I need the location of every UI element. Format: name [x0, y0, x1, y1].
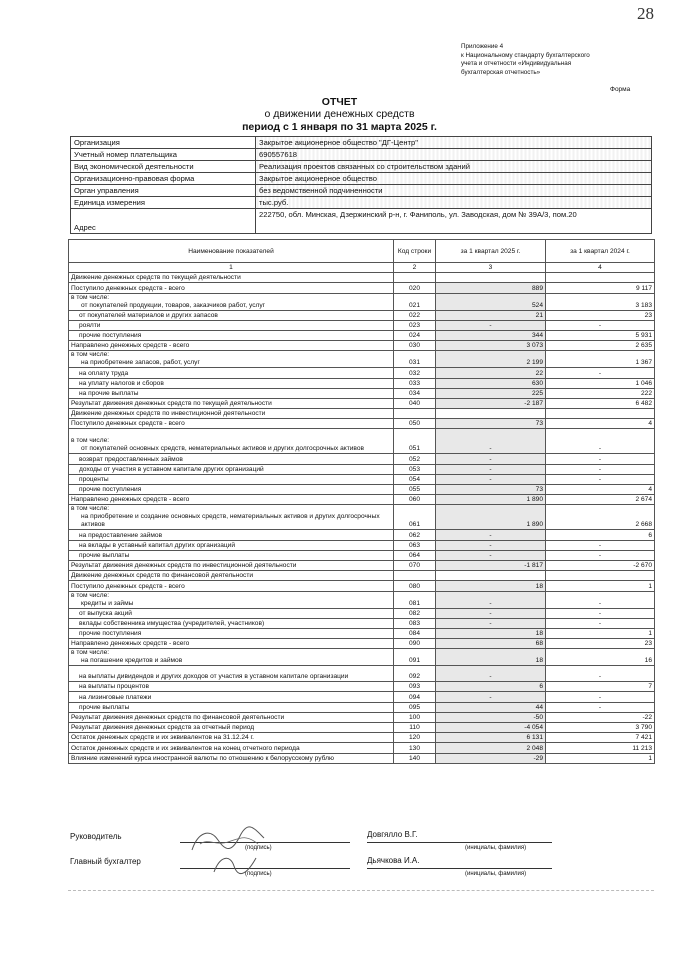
- org-row: [71, 173, 652, 185]
- table-number-row: [69, 263, 655, 273]
- row-name: [69, 429, 394, 454]
- head-name-hint: (инициалы, фамилия): [465, 845, 527, 851]
- table-row: [69, 429, 655, 454]
- row-value-2024: 3 183: [546, 293, 655, 310]
- head-name: Довгялло В.Г.: [367, 830, 418, 839]
- appendix-line: бухгалтерская отчетность»: [461, 68, 541, 76]
- row-value-2025: -: [436, 530, 546, 540]
- row-name: Движение денежных средств по текущей деятельности: [69, 273, 394, 283]
- section-header-row: [69, 409, 655, 419]
- form-label: Форма: [610, 86, 631, 93]
- row-value-2024: -: [546, 608, 655, 618]
- row-code: 024: [394, 330, 436, 340]
- table-row: [69, 550, 655, 560]
- chief-accountant-label: Главный бухгалтер: [70, 857, 141, 866]
- col-num: 1: [69, 263, 394, 273]
- row-value-2025: 73: [436, 419, 546, 429]
- row-name: Результат движения денежных средств по текущей деятельности: [69, 398, 394, 408]
- row-value-2025: -: [436, 429, 546, 454]
- table-row: [69, 485, 655, 495]
- org-key: Учетный номер плательщика: [71, 149, 256, 161]
- row-value-2024: 7 421: [546, 733, 655, 743]
- row-value-2025: 21: [436, 310, 546, 320]
- row-value-2025: 225: [436, 388, 546, 398]
- row-value-2024: -: [546, 618, 655, 628]
- row-code: 021: [394, 293, 436, 310]
- row-name: Движение денежных средств по финансовой деятельности: [69, 571, 394, 581]
- row-value-2024: -: [546, 474, 655, 484]
- row-value-2024: 1: [546, 753, 655, 763]
- row-value-2025: 22: [436, 368, 546, 378]
- appendix-line: Приложение 4: [461, 43, 504, 50]
- row-name: на лизинговые платежи: [69, 692, 394, 702]
- row-code: 033: [394, 378, 436, 388]
- row-name: проценты: [69, 474, 394, 484]
- row-name-prefix: в том числе:: [71, 591, 110, 599]
- chief-name-hint: (инициалы, фамилия): [465, 871, 527, 877]
- row-name: Направлено денежных средств - всего: [69, 639, 394, 649]
- row-value-2025: -: [436, 320, 546, 330]
- row-name: [69, 649, 394, 666]
- table-row: [69, 591, 655, 608]
- row-name: роялти: [69, 320, 394, 330]
- row-name: Результат движения денежных средств за отчетный период: [69, 723, 394, 733]
- org-value: Закрытое акционерное общество "ДГ-Центр": [256, 137, 652, 149]
- row-value-2025: 68: [436, 639, 546, 649]
- org-key: Орган управления: [71, 185, 256, 197]
- row-value-2024: 1 367: [546, 351, 655, 368]
- row-code: 051: [394, 429, 436, 454]
- row-code: 060: [394, 495, 436, 505]
- page-number: 28: [637, 4, 654, 23]
- row-value-2024: 7: [546, 682, 655, 692]
- table-row: [69, 702, 655, 712]
- row-value-2025: -: [436, 692, 546, 702]
- row-code: 050: [394, 419, 436, 429]
- row-name-item: на приобретение и создание основных средств, нематериальных активов и других долгосрочных активов: [81, 513, 380, 529]
- row-name: на оплату труда: [69, 368, 394, 378]
- row-name: Результат движения денежных средств по финансовой деятельности: [69, 712, 394, 722]
- row-value-2025: -29: [436, 753, 546, 763]
- header-name: Наименование показателей: [69, 240, 394, 263]
- table-row: [69, 581, 655, 591]
- row-value-2025: 18: [436, 628, 546, 638]
- table-row: [69, 618, 655, 628]
- report-period: период с 1 января по 31 марта 2025 г.: [242, 121, 437, 133]
- header-2025: за 1 квартал 2025 г.: [436, 240, 546, 263]
- row-code: 091: [394, 649, 436, 666]
- row-value-2025: -: [436, 618, 546, 628]
- table-row: [69, 351, 655, 368]
- row-value-2024: 2 668: [546, 505, 655, 530]
- row-value-2025: -4 054: [436, 723, 546, 733]
- row-code: 031: [394, 351, 436, 368]
- row-code: 055: [394, 485, 436, 495]
- row-value-2025: 18: [436, 581, 546, 591]
- report-title: ОТЧЕТ: [321, 96, 358, 108]
- org-value: 690557618: [256, 149, 652, 161]
- table-row: [69, 283, 655, 293]
- row-name: доходы от участия в уставном капитале других организаций: [69, 464, 394, 474]
- row-code: 020: [394, 283, 436, 293]
- row-value-2024: 222: [546, 388, 655, 398]
- row-code: 064: [394, 550, 436, 560]
- cash-flow-table: [68, 239, 655, 764]
- row-value-2025: -50: [436, 712, 546, 722]
- row-name: Направлено денежных средств - всего: [69, 341, 394, 351]
- table-row: [69, 682, 655, 692]
- section-header-row: [69, 571, 655, 581]
- row-name: на предоставление займов: [69, 530, 394, 540]
- row-code: 094: [394, 692, 436, 702]
- row-code: 120: [394, 733, 436, 743]
- org-value: Закрытое акционерное общество: [256, 173, 652, 185]
- row-name: прочие выплаты: [69, 702, 394, 712]
- row-code: 061: [394, 505, 436, 530]
- row-value-2024: -: [546, 692, 655, 702]
- row-code: [394, 571, 436, 581]
- org-value: без ведомственной подчиненности: [256, 185, 652, 197]
- row-name: [69, 505, 394, 530]
- table-row: [69, 419, 655, 429]
- row-name: [69, 351, 394, 368]
- row-name: Направлено денежных средств - всего: [69, 495, 394, 505]
- table-row: [69, 388, 655, 398]
- head-name-line: [367, 842, 552, 843]
- row-code: 062: [394, 530, 436, 540]
- org-row: [71, 197, 652, 209]
- row-code: 052: [394, 454, 436, 464]
- row-name: на выплаты дивидендов и других доходов от участия в уставном капитале организации: [69, 666, 394, 682]
- org-row: [71, 185, 652, 197]
- appendix-note: [461, 43, 590, 77]
- row-value-2025: -: [436, 540, 546, 550]
- row-name: Поступило денежных средств - всего: [69, 283, 394, 293]
- table-row: [69, 368, 655, 378]
- chief-name-line: [367, 868, 552, 869]
- table-row: [69, 398, 655, 408]
- row-value-2024: 5 931: [546, 330, 655, 340]
- org-row: [71, 149, 652, 161]
- row-code: 084: [394, 628, 436, 638]
- row-name: прочие поступления: [69, 485, 394, 495]
- row-value-2025: -2 187: [436, 398, 546, 408]
- row-value-2024: [546, 409, 655, 419]
- row-value-2025: 630: [436, 378, 546, 388]
- row-name-prefix: в том числе:: [71, 293, 110, 301]
- row-value-2024: 2 674: [546, 495, 655, 505]
- appendix-line: к Национальному стандарту бухгалтерского: [461, 51, 590, 59]
- row-code: 092: [394, 666, 436, 682]
- row-value-2024: 9 117: [546, 283, 655, 293]
- row-value-2025: -: [436, 608, 546, 618]
- row-value-2025: [436, 571, 546, 581]
- table-row: [69, 464, 655, 474]
- table-row: [69, 753, 655, 763]
- col-num: 2: [394, 263, 436, 273]
- table-header-row: [69, 240, 655, 263]
- row-name-item: кредиты и займы: [81, 599, 134, 607]
- table-row: [69, 320, 655, 330]
- org-row: [71, 161, 652, 173]
- section-header-row: [69, 273, 655, 283]
- row-name-prefix: в том числе:: [71, 351, 110, 359]
- chief-accountant-name: Дьячкова И.А.: [367, 856, 420, 865]
- row-name: Остаток денежных средств и их эквивалентов на конец отчетного периода: [69, 743, 394, 753]
- table-row: [69, 743, 655, 753]
- row-code: 022: [394, 310, 436, 320]
- row-value-2025: 2 199: [436, 351, 546, 368]
- row-code: [394, 409, 436, 419]
- row-value-2025: 2 048: [436, 743, 546, 753]
- table-row: [69, 454, 655, 464]
- row-name: [69, 293, 394, 310]
- row-name: на прочие выплаты: [69, 388, 394, 398]
- row-code: 034: [394, 388, 436, 398]
- header-2024: за 1 квартал 2024 г.: [546, 240, 655, 263]
- row-value-2024: 4: [546, 485, 655, 495]
- org-key: Вид экономической деятельности: [71, 161, 256, 173]
- chief-sign-line: [180, 868, 350, 869]
- row-name: прочие выплаты: [69, 550, 394, 560]
- row-name: Движение денежных средств по инвестиционной деятельности: [69, 409, 394, 419]
- head-sign-hint: (подпись): [245, 845, 272, 851]
- table-row: [69, 474, 655, 484]
- row-code: 100: [394, 712, 436, 722]
- row-name: прочие поступления: [69, 628, 394, 638]
- table-row: [69, 666, 655, 682]
- row-value-2025: 1 890: [436, 505, 546, 530]
- row-value-2024: 16: [546, 649, 655, 666]
- table-row: [69, 310, 655, 320]
- row-name: Остаток денежных средств и их эквивалентов на 31.12.24 г.: [69, 733, 394, 743]
- row-name: Результат движения денежных средств по инвестиционной деятельности: [69, 560, 394, 570]
- row-value-2025: -: [436, 464, 546, 474]
- row-code: 090: [394, 639, 436, 649]
- row-value-2025: 3 073: [436, 341, 546, 351]
- row-value-2024: -: [546, 702, 655, 712]
- org-key: Организация: [71, 137, 256, 149]
- row-value-2024: 6 482: [546, 398, 655, 408]
- org-key: Единица измерения: [71, 197, 256, 209]
- row-value-2024: 4: [546, 419, 655, 429]
- row-value-2024: 2 635: [546, 341, 655, 351]
- row-value-2025: [436, 409, 546, 419]
- row-value-2024: -: [546, 454, 655, 464]
- row-value-2025: 6 131: [436, 733, 546, 743]
- row-value-2024: -: [546, 429, 655, 454]
- row-code: 053: [394, 464, 436, 474]
- table-row: [69, 692, 655, 702]
- org-key: Адрес: [71, 209, 256, 234]
- head-label: Руководитель: [70, 832, 122, 841]
- row-name-prefix: в том числе:: [71, 505, 110, 513]
- row-name-prefix: в том числе:: [71, 649, 110, 657]
- row-name: Поступило денежных средств - всего: [69, 581, 394, 591]
- table-row: [69, 733, 655, 743]
- row-code: 095: [394, 702, 436, 712]
- row-code: 063: [394, 540, 436, 550]
- row-name-prefix: в том числе:: [71, 437, 110, 445]
- table-row: [69, 505, 655, 530]
- row-value-2025: -: [436, 666, 546, 682]
- org-value: Реализация проектов связанных со строительством зданий: [256, 161, 652, 173]
- row-name-item: на погашение кредитов и займов: [81, 657, 183, 665]
- row-value-2024: -: [546, 666, 655, 682]
- row-name: прочие поступления: [69, 330, 394, 340]
- table-row: [69, 540, 655, 550]
- row-value-2025: -: [436, 474, 546, 484]
- row-value-2025: -1 817: [436, 560, 546, 570]
- table-row: [69, 712, 655, 722]
- row-value-2024: [546, 571, 655, 581]
- row-value-2024: -2 670: [546, 560, 655, 570]
- row-code: 110: [394, 723, 436, 733]
- table-row: [69, 293, 655, 310]
- row-value-2024: -: [546, 591, 655, 608]
- row-code: 083: [394, 618, 436, 628]
- row-value-2024: 1 046: [546, 378, 655, 388]
- row-name-item: от покупателей продукции, товаров, заказчиков работ, услуг: [81, 301, 266, 309]
- row-name: возврат предоставленных займов: [69, 454, 394, 464]
- org-value: 222750, обл. Минская, Дзержинский р-н, г. Фаниполь, ул. Заводская, дом № 39А/3, пом.20: [256, 209, 652, 234]
- table-row: [69, 495, 655, 505]
- row-value-2024: -: [546, 320, 655, 330]
- org-key: Организационно-правовая форма: [71, 173, 256, 185]
- chief-sign-hint: (подпись): [245, 871, 272, 877]
- row-name: от покупателей материалов и других запасов: [69, 310, 394, 320]
- row-name: на вклады в уставный капитал других организаций: [69, 540, 394, 550]
- row-value-2025: 889: [436, 283, 546, 293]
- table-row: [69, 341, 655, 351]
- row-code: 082: [394, 608, 436, 618]
- row-value-2025: 18: [436, 649, 546, 666]
- row-value-2024: 6: [546, 530, 655, 540]
- row-value-2024: [546, 273, 655, 283]
- table-row: [69, 639, 655, 649]
- row-value-2025: 1 890: [436, 495, 546, 505]
- row-code: 130: [394, 743, 436, 753]
- row-name: Поступило денежных средств - всего: [69, 419, 394, 429]
- row-value-2024: -: [546, 550, 655, 560]
- row-code: 023: [394, 320, 436, 330]
- row-code: 093: [394, 682, 436, 692]
- row-value-2024: 23: [546, 310, 655, 320]
- appendix-line: учета и отчетности «Индивидуальная: [461, 60, 572, 68]
- row-name-item: от покупателей основных средств, нематериальных активов и других долгосрочных активов: [81, 445, 365, 453]
- table-row: [69, 330, 655, 340]
- table-row: [69, 608, 655, 618]
- table-row: [69, 628, 655, 638]
- row-name: на выплаты процентов: [69, 682, 394, 692]
- row-code: 080: [394, 581, 436, 591]
- row-name: от выпуска акций: [69, 608, 394, 618]
- org-row: [71, 137, 652, 149]
- scan-edge-line: [68, 890, 654, 891]
- row-value-2024: 1: [546, 581, 655, 591]
- table-row: [69, 723, 655, 733]
- row-value-2025: 44: [436, 702, 546, 712]
- row-value-2025: -: [436, 591, 546, 608]
- row-value-2024: 23: [546, 639, 655, 649]
- report-subtitle: о движении денежных средств: [264, 108, 415, 120]
- table-row: [69, 560, 655, 570]
- row-value-2025: [436, 273, 546, 283]
- col-num: 3: [436, 263, 546, 273]
- org-value: тыс.руб.: [256, 197, 652, 209]
- row-name: на уплату налогов и сборов: [69, 378, 394, 388]
- row-value-2025: -: [436, 454, 546, 464]
- table-row: [69, 378, 655, 388]
- row-value-2025: 73: [436, 485, 546, 495]
- row-value-2024: -: [546, 368, 655, 378]
- header-code: Код строки: [394, 240, 436, 263]
- row-name: Влияние изменений курса иностранной валюты по отношению к белорусскому рублю: [69, 753, 394, 763]
- row-code: [394, 273, 436, 283]
- row-value-2025: 6: [436, 682, 546, 692]
- row-code: 070: [394, 560, 436, 570]
- row-value-2025: 524: [436, 293, 546, 310]
- org-row: [71, 209, 652, 234]
- row-code: 040: [394, 398, 436, 408]
- row-value-2025: -: [436, 550, 546, 560]
- row-code: 054: [394, 474, 436, 484]
- row-value-2024: 11 213: [546, 743, 655, 753]
- table-row: [69, 530, 655, 540]
- row-value-2024: 1: [546, 628, 655, 638]
- organization-info-table: [70, 136, 652, 234]
- row-value-2024: 3 790: [546, 723, 655, 733]
- row-name-item: на приобретение запасов, работ, услуг: [81, 359, 200, 367]
- row-value-2025: 344: [436, 330, 546, 340]
- row-code: 030: [394, 341, 436, 351]
- row-value-2024: -: [546, 540, 655, 550]
- row-name: [69, 591, 394, 608]
- handwritten-signature-2: [210, 850, 260, 880]
- row-code: 032: [394, 368, 436, 378]
- row-code: 081: [394, 591, 436, 608]
- row-code: 140: [394, 753, 436, 763]
- row-value-2024: -: [546, 464, 655, 474]
- col-num: 4: [546, 263, 655, 273]
- row-name: вклады собственника имущества (учредителей, участников): [69, 618, 394, 628]
- table-row: [69, 649, 655, 666]
- row-value-2024: -22: [546, 712, 655, 722]
